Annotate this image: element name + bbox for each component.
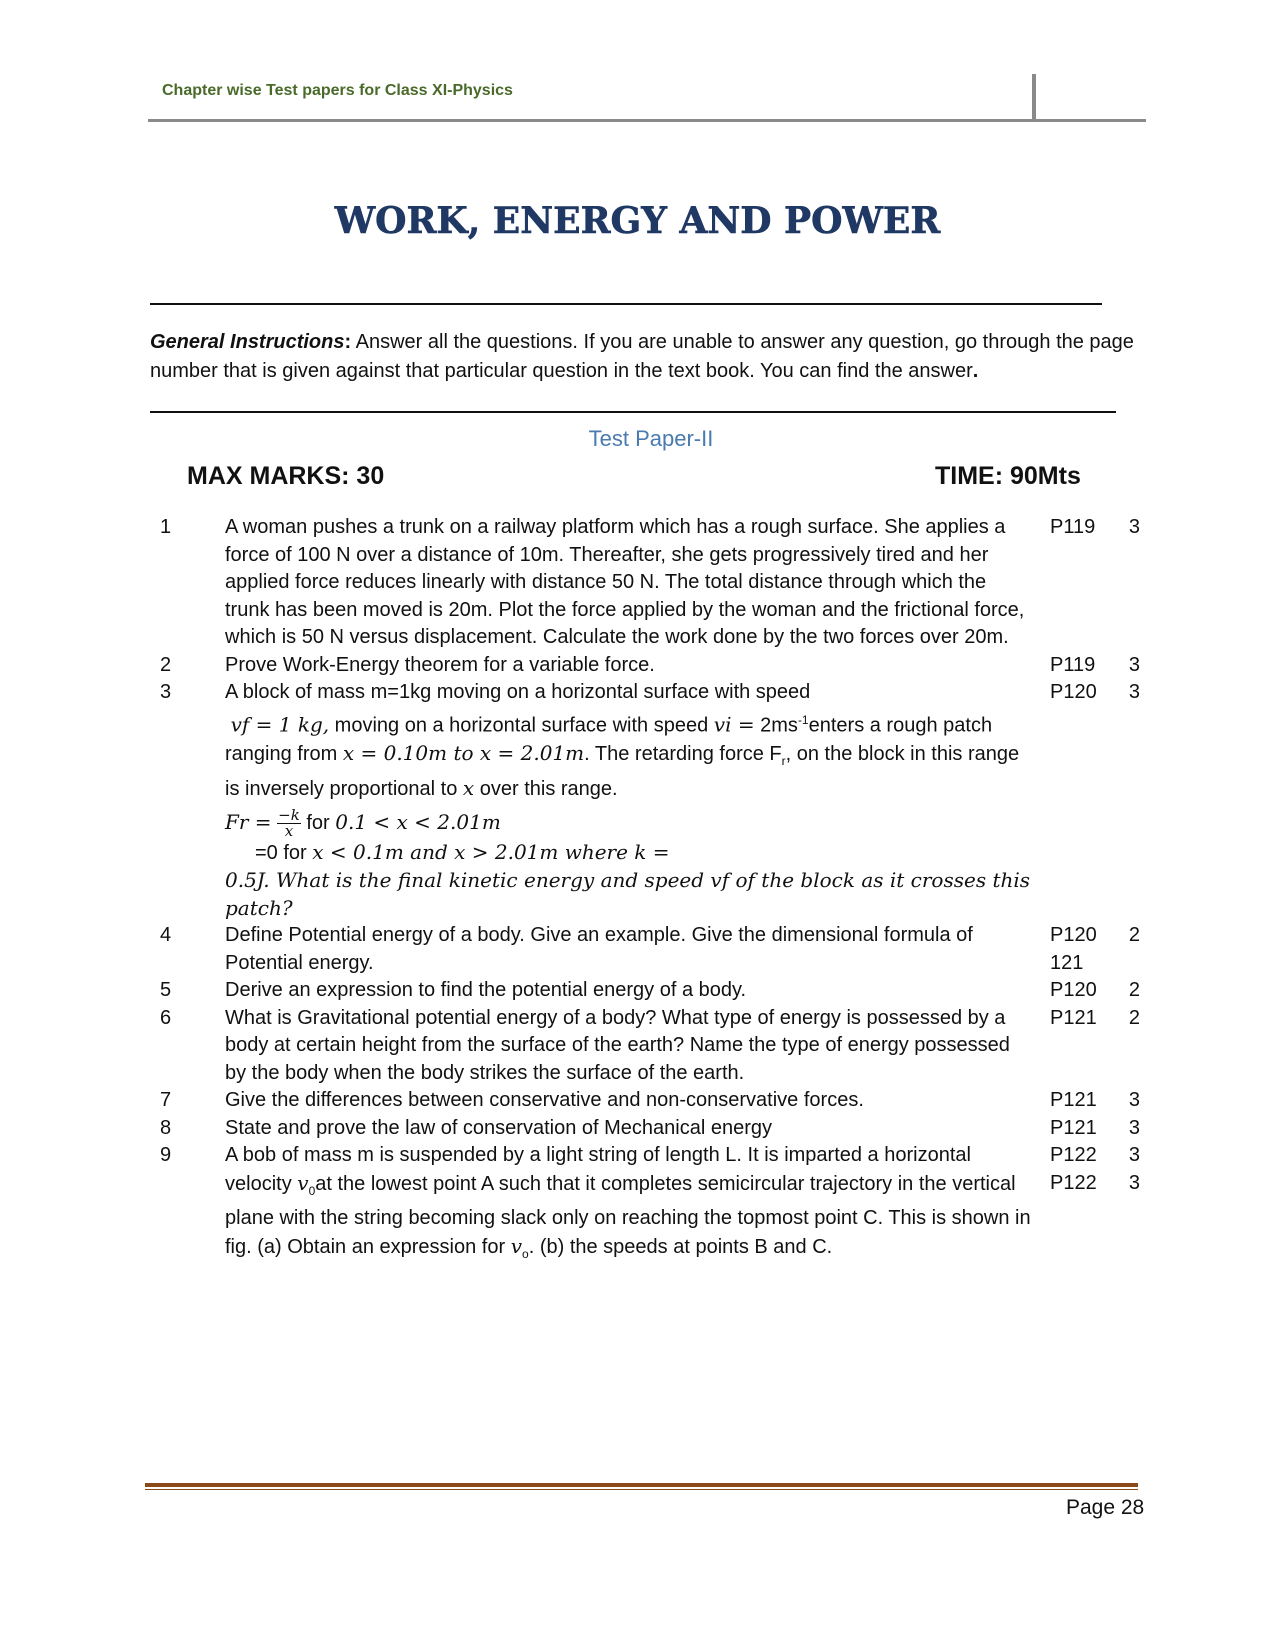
question-row: [150, 1087, 1140, 1115]
q3-retard-text: . The retarding force F: [584, 742, 782, 765]
question-number: 3: [160, 681, 172, 703]
question-page-ref: P121: [1050, 1116, 1097, 1139]
question-row: [150, 1142, 1140, 1268]
time-allowed: TIME: 90Mts: [935, 462, 1081, 490]
question-row: [150, 514, 1140, 652]
q9-text-a: A bob of mass m is suspended by a light string of length L. It is imparted a horizontal velocity: [225, 1144, 971, 1195]
header-divider: [1032, 74, 1036, 122]
general-instructions: [150, 328, 1140, 386]
zero-condition-math: x < 0.1m and x > 2.01m where k =: [312, 839, 670, 864]
page-ref-line: P122: [1050, 1171, 1097, 1194]
vf-equation: vf = 1 kg,: [230, 712, 330, 737]
question-text: [225, 679, 1035, 922]
vi-equation: vi =: [713, 712, 755, 737]
question-page-ref: P119: [1050, 516, 1096, 538]
question-marks: 3: [1128, 681, 1140, 703]
running-header: Chapter wise Test papers for Class XI-Physics: [162, 82, 513, 99]
q3-enters-text: enters a rough patch ranging from: [225, 714, 993, 765]
q3-over-range: over this range.: [474, 778, 618, 801]
page-ref-line: P122: [1050, 1144, 1097, 1167]
marks-line: 3: [1128, 1171, 1140, 1194]
question-page-ref: P119: [1050, 653, 1096, 676]
question-page-ref: [1035, 1142, 1115, 1268]
page-number: Page 28: [1066, 1496, 1145, 1519]
question-number: 1: [160, 516, 172, 538]
q9-text-c: . (b) the speeds at points B and C.: [528, 1235, 833, 1258]
instructions-rule: [150, 411, 1116, 413]
title-rule: [150, 303, 1102, 305]
q3-for-text: for: [300, 811, 336, 834]
question-marks: 2: [1128, 924, 1140, 947]
v0-subscript: 0: [308, 1183, 316, 1198]
question-marks: 2: [1128, 1006, 1140, 1029]
v0-subscript: o: [522, 1246, 529, 1261]
question-number: 7: [160, 1089, 172, 1112]
question-number: 5: [160, 979, 172, 1002]
question-text: [225, 1142, 1035, 1268]
footer-rule: [145, 1483, 1138, 1487]
question-text: A woman pushes a trunk on a railway platform which has a rough surface. She applies a force of 100 N over a distance of 10m. Thereafter, she gets progressively tired and her applied force reduces linearly with distance 50 N. The total distance through which the trunk has been moved is 20m. Plot the force applied by the woman and the frictional force, which is 50 N versus displacement. Calculate the work done by the two forces over 20m.: [225, 516, 1025, 648]
question-row: [150, 679, 1140, 922]
fr-range: 0.1 < x < 2.01m: [335, 809, 501, 834]
instructions-colon: :: [344, 331, 352, 353]
q3-question: 0.5J. What is the final kinetic energy and speed vf of the block as it crosses this patch?: [225, 868, 1031, 920]
question-page-ref: P120: [1050, 681, 1097, 703]
fraction-denominator: x: [284, 821, 294, 840]
question-text: State and prove the law of conservation of Mechanical energy: [225, 1116, 772, 1139]
question-row: [150, 652, 1140, 680]
x-range: x = 0.10m to x = 2.01m: [342, 740, 585, 765]
fr-formula: [225, 805, 1035, 840]
question-row: [150, 1005, 1140, 1088]
instructions-text: Answer all the questions. If you are unable to answer any question, go through the page number that is given against that particular question in the text book. You can find the answer: [150, 331, 1134, 382]
question-page-ref: P120: [1050, 979, 1097, 1002]
marks-line: 3: [1128, 1144, 1140, 1167]
v0-symbol: v: [297, 1170, 309, 1195]
fr-subscript: r: [781, 753, 786, 768]
q9-text-b: at the lowest point A such that it completes semicircular trajectory in the vertical plane with the string becoming slack only on reaching the topmost point C. This is shown in fig. (a) Obtain an expression for: [225, 1172, 1031, 1258]
question-list: [150, 514, 1140, 1268]
vi-value: 2ms: [754, 714, 798, 737]
question-text: Derive an expression to find the potential energy of a body.: [225, 979, 747, 1002]
question-text: Prove Work-Energy theorem for a variable force.: [225, 653, 655, 676]
fraction-numerator: −k: [278, 805, 300, 824]
q3-body: [225, 707, 1035, 804]
question-page-ref: [1035, 922, 1115, 977]
q3-line1: A block of mass m=1kg moving on a horizontal surface with speed: [225, 681, 811, 703]
question-number: 8: [160, 1116, 172, 1139]
page-title: WORK, ENERGY AND POWER: [334, 200, 941, 242]
page-ref-line: P120: [1050, 924, 1097, 947]
zero-text: =0 for: [255, 841, 313, 864]
question-text: Give the differences between conservative and non-conservative forces.: [225, 1089, 864, 1112]
question-marks: 2: [1128, 979, 1140, 1002]
instructions-period: .: [972, 360, 979, 382]
vi-exponent: -1: [797, 712, 809, 727]
page-ref-line: 121: [1050, 951, 1084, 974]
instructions-label: General Instructions: [150, 331, 345, 353]
question-row: [150, 977, 1140, 1005]
fr-lhs: Fr =: [225, 809, 272, 834]
question-row: [150, 922, 1140, 977]
question-text: What is Gravitational potential energy of a body? What type of energy is possessed by a body at certain height from the surface of the earth? Name the type of energy possessed by the body when the body strikes the surface of the earth.: [225, 1006, 1010, 1084]
question-marks: 3: [1128, 1116, 1140, 1139]
question-text: Define Potential energy of a body. Give an example. Give the dimensional formula of Potential energy.: [225, 924, 973, 974]
question-number: 6: [160, 1006, 172, 1029]
max-marks: MAX MARKS: 30: [187, 462, 385, 490]
test-paper-subtitle: Test Paper-II: [588, 426, 714, 451]
q3-moving-text: moving on a horizontal surface with speed: [329, 714, 714, 737]
fraction: [277, 805, 301, 840]
footer-rule-thin: [145, 1489, 1138, 1490]
question-page-ref: P121: [1050, 1089, 1097, 1112]
question-row: [150, 1115, 1140, 1143]
question-marks: 3: [1128, 1089, 1140, 1112]
question-page-ref: P121: [1050, 1006, 1097, 1029]
question-marks: 3: [1128, 516, 1140, 538]
header-rule: [148, 119, 1146, 122]
question-number: 9: [160, 1144, 172, 1167]
zero-condition: [225, 839, 1035, 868]
question-number: 4: [160, 924, 172, 947]
q3-retard-rest: , on the block in this range is inversely proportional to: [225, 742, 1020, 801]
question-marks: 3: [1128, 653, 1140, 676]
question-marks: [1115, 1142, 1140, 1268]
x-variable: x: [462, 776, 475, 801]
question-number: 2: [160, 653, 172, 676]
v0-symbol: v: [510, 1233, 523, 1258]
